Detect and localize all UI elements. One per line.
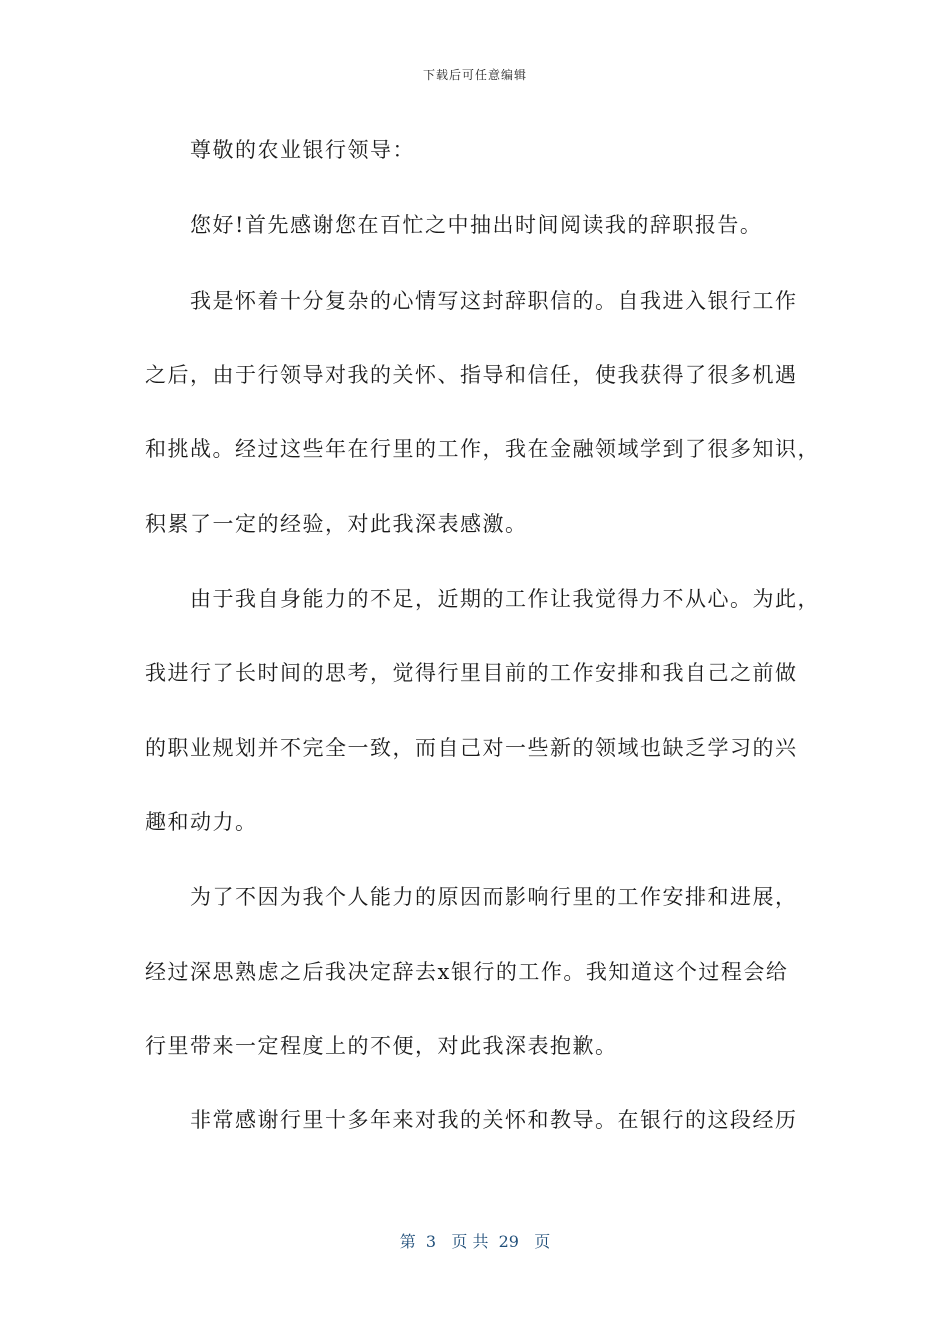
salutation: 尊敬的农业银行领导： bbox=[190, 138, 415, 162]
paragraph-line: 由于我自身能力的不足，近期的工作让我觉得力不从心。为此， bbox=[190, 587, 820, 611]
paragraph-line: 积累了一定的经验，对此我深表感激。 bbox=[145, 512, 528, 536]
paragraph-line: 经过深思熟虑之后我决定辞去x银行的工作。我知道这个过程会给 bbox=[145, 960, 789, 984]
paragraph-line: 之后，由于行领导对我的关怀、指导和信任，使我获得了很多机遇 bbox=[145, 363, 798, 387]
paragraph-line: 为了不因为我个人能力的原因而影响行里的工作安排和进展， bbox=[190, 885, 798, 909]
paragraph-line: 我进行了长时间的思考，觉得行里目前的工作安排和我自己之前做 bbox=[145, 661, 798, 685]
paragraph-line: 非常感谢行里十多年来对我的关怀和教导。在银行的这段经历 bbox=[190, 1108, 798, 1132]
paragraph-line: 和挑战。经过这些年在行里的工作，我在金融领域学到了很多知识， bbox=[145, 437, 820, 461]
page-number-footer: 第 3 页 共 29 页 bbox=[399, 1232, 551, 1251]
paragraph-line: 我是怀着十分复杂的心情写这封辞职信的。自我进入银行工作 bbox=[190, 289, 798, 313]
greeting-paragraph: 您好!首先感谢您在百忙之中抽出时间阅读我的辞职报告。 bbox=[190, 213, 763, 237]
paragraph-line: 趣和动力。 bbox=[145, 810, 258, 834]
paragraph-line: 的职业规划并不完全一致，而自己对一些新的领域也缺乏学习的兴 bbox=[145, 736, 798, 760]
paragraph-line: 行里带来一定程度上的不便，对此我深表抱歉。 bbox=[145, 1034, 618, 1058]
page-header: 下载后可任意编辑 bbox=[422, 68, 527, 82]
